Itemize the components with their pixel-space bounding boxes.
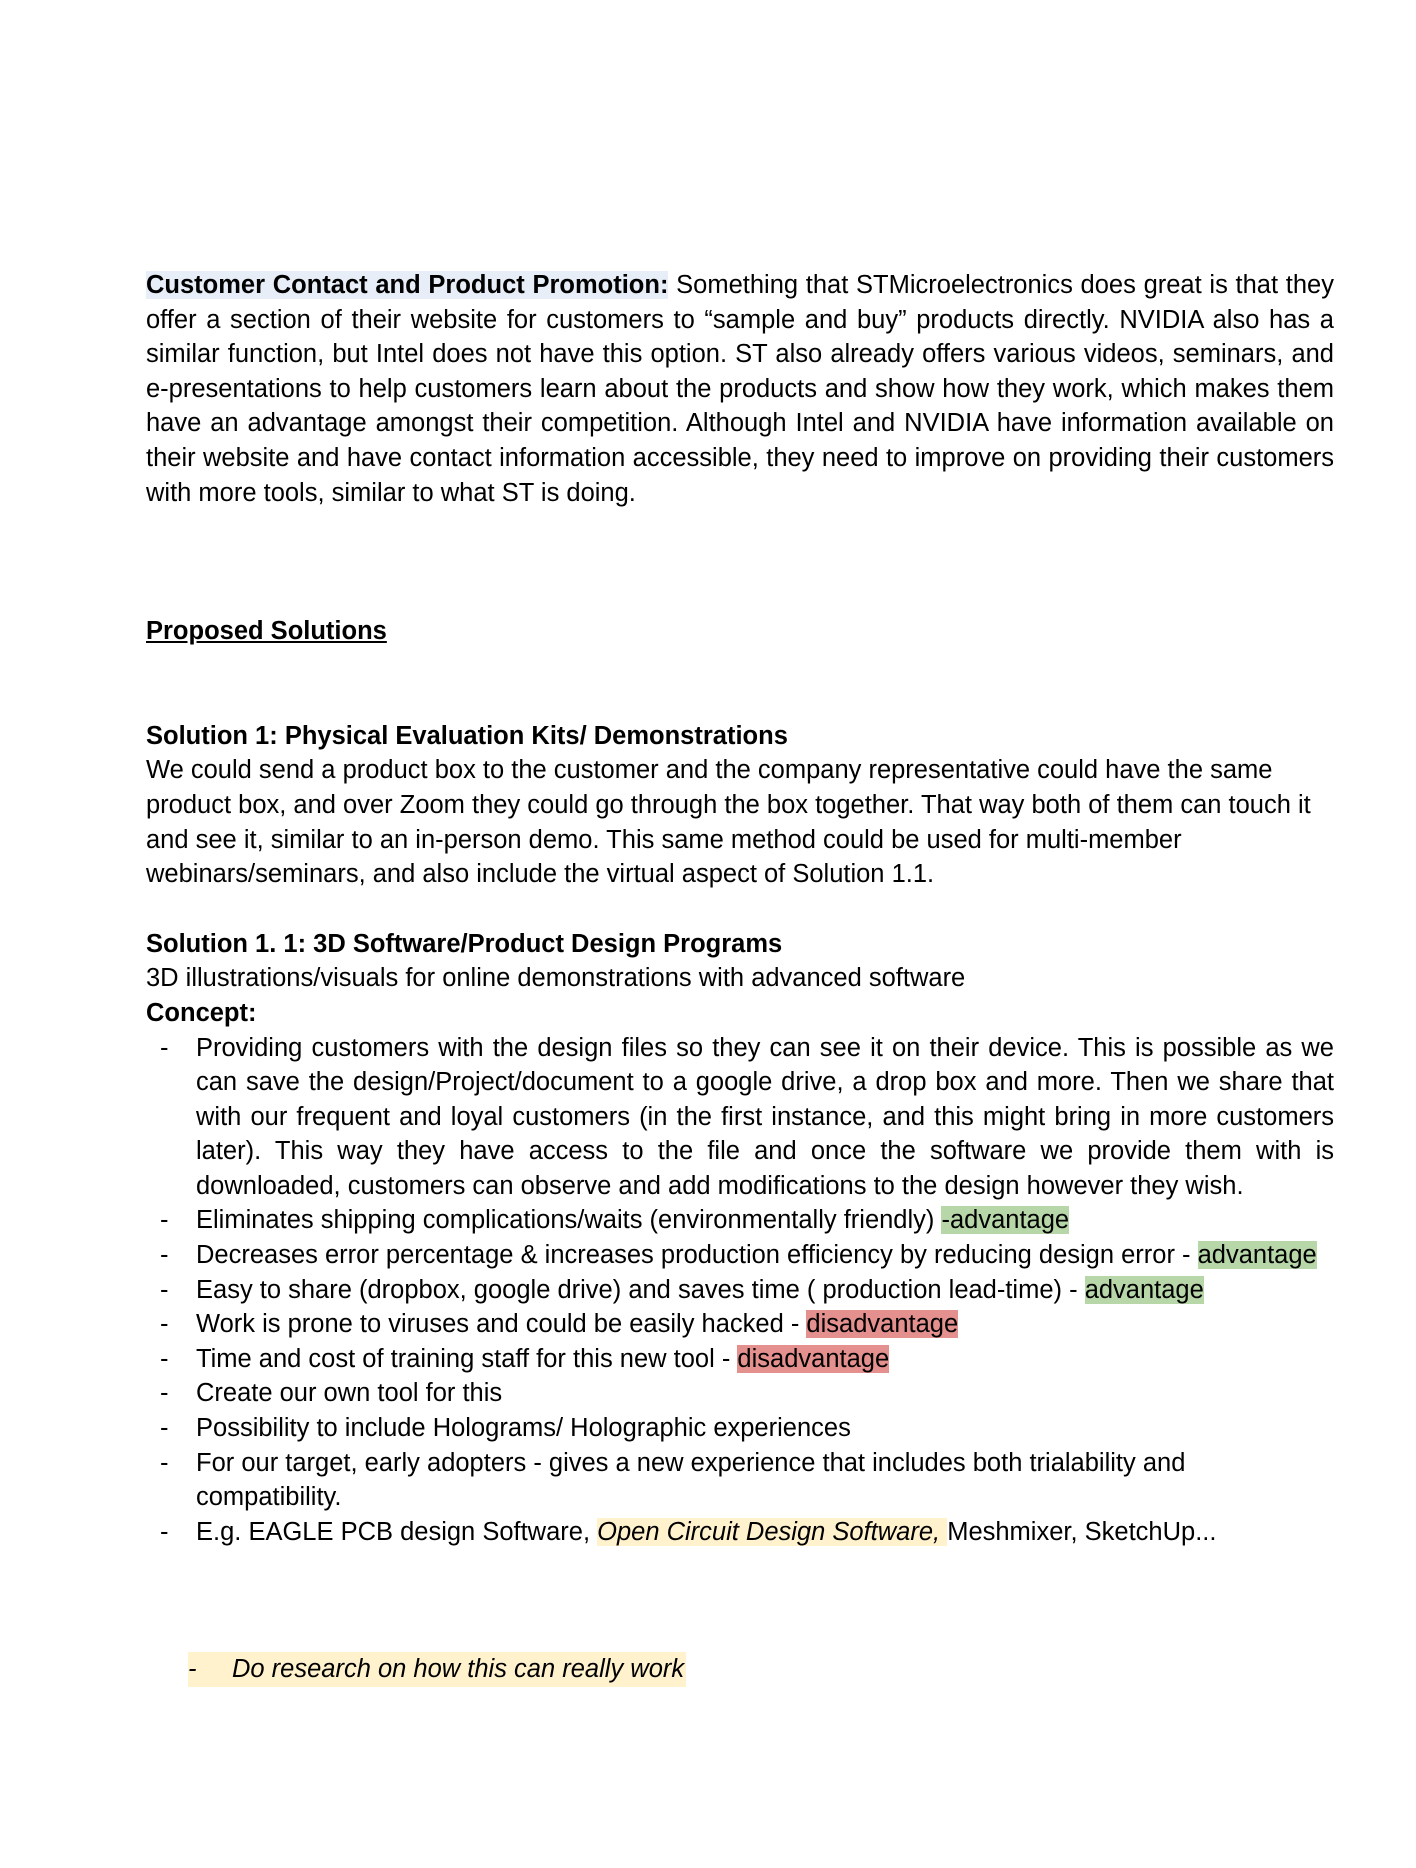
bullet-text: Time and cost of training staff for this new tool - [196, 1344, 738, 1373]
advantage-tag: advantage [1084, 1275, 1204, 1304]
bullet-text: Meshmixer, SketchUp... [947, 1517, 1217, 1546]
bullet-dash: - [160, 1241, 169, 1270]
bullet-text: Create our own tool for this [196, 1379, 503, 1408]
intro-lead-heading: Customer Contact and Product Promotion: [146, 271, 669, 299]
spacer [146, 510, 1334, 614]
bullet-dash: - [160, 1414, 169, 1443]
bullet-dash: - [160, 1310, 169, 1339]
intro-paragraph [146, 268, 1334, 510]
list-item [146, 1515, 1334, 1550]
bullet-dash: - [160, 1379, 169, 1408]
highlighted-software-name: Open Circuit Design Software, [597, 1517, 948, 1546]
spacer [146, 892, 1334, 927]
bullet-text: Easy to share (dropbox, google drive) and saves time ( production lead-time) - [196, 1275, 1085, 1304]
advantage-tag: advantage [1197, 1241, 1317, 1270]
list-item [146, 1238, 1334, 1273]
bullet-text: Decreases error percentage & increases production efficiency by reducing design error - [196, 1241, 1198, 1270]
bullet-text: Eliminates shipping complications/waits (environmentally friendly) [196, 1206, 942, 1235]
concept-label: Concept: [146, 998, 257, 1027]
list-item [146, 1411, 1334, 1446]
bullet-text: E.g. EAGLE PCB design Software, [196, 1517, 598, 1546]
intro-body-text: Something that STMicroelectronics does great is that they offer a section of their website for customers to “sample and buy” products directly. NVIDIA also has a similar function, but Intel does not have this option. ST also already offers various videos, seminars, and e-presentations to help customers learn about the products and show how they work, which makes them have an advantage amongst their competition. Although Intel and NVIDIA have information available on their website and have contact information accessible, they need to improve on providing their customers with more tools, similar to what ST is doing. [146, 271, 1334, 507]
bullet-text: Providing customers with the design files so they can see it on their device. This is possible as we can save the design/Project/document to a google drive, a drop box and more. Then we share that with our frequent and loyal customers (in the first instance, and this might bring in more customers later). This way they have access to the file and once the software we provide them with is downloaded, customers can observe and add modifications to the design however they wish. [196, 1033, 1334, 1200]
proposed-solutions-heading: Proposed Solutions [146, 617, 387, 646]
disadvantage-tag: disadvantage [737, 1344, 890, 1373]
research-note [188, 1652, 686, 1687]
list-item [146, 1031, 1334, 1204]
bullet-text: Work is prone to viruses and could be easily hacked - [196, 1310, 807, 1339]
note-text: Do research on how this can really work [232, 1655, 685, 1683]
advantage-tag: -advantage [941, 1206, 1070, 1235]
bullet-text: Possibility to include Holograms/ Holographic experiences [196, 1414, 851, 1443]
bullet-dash: - [160, 1275, 169, 1304]
list-item [146, 1446, 1334, 1515]
bullet-dash: - [160, 1448, 169, 1477]
disadvantage-tag: disadvantage [806, 1310, 959, 1339]
list-item [146, 1376, 1334, 1411]
spacer [146, 649, 1334, 719]
solution11-title: Solution 1. 1: 3D Software/Product Design Programs [146, 929, 783, 958]
bullet-dash: - [160, 1517, 169, 1546]
list-item [146, 1342, 1334, 1377]
solution1-body: We could send a product box to the customer and the company representative could have the same product box, and over Zoom they could go through the box together. That way both of them can touch it and see it, similar to an in-person demo. This same method could be used for multi-member webinars/seminars, and also include the virtual aspect of Solution 1.1. [146, 756, 1311, 889]
document-content [146, 268, 1334, 1549]
bullet-text: For our target, early adopters - gives a new experience that includes both trialability and compatibility. [196, 1448, 1186, 1512]
list-item [146, 1273, 1334, 1308]
bullet-dash: - [160, 1344, 169, 1373]
solution11-subtitle: 3D illustrations/visuals for online demonstrations with advanced software [146, 964, 966, 993]
solution1-title: Solution 1: Physical Evaluation Kits/ Demonstrations [146, 721, 788, 750]
note-dash: - [188, 1655, 197, 1683]
list-item [146, 1203, 1334, 1238]
bullet-dash: - [160, 1033, 169, 1062]
bullet-dash: - [160, 1206, 169, 1235]
concept-bullet-list [146, 1031, 1334, 1550]
list-item [146, 1307, 1334, 1342]
